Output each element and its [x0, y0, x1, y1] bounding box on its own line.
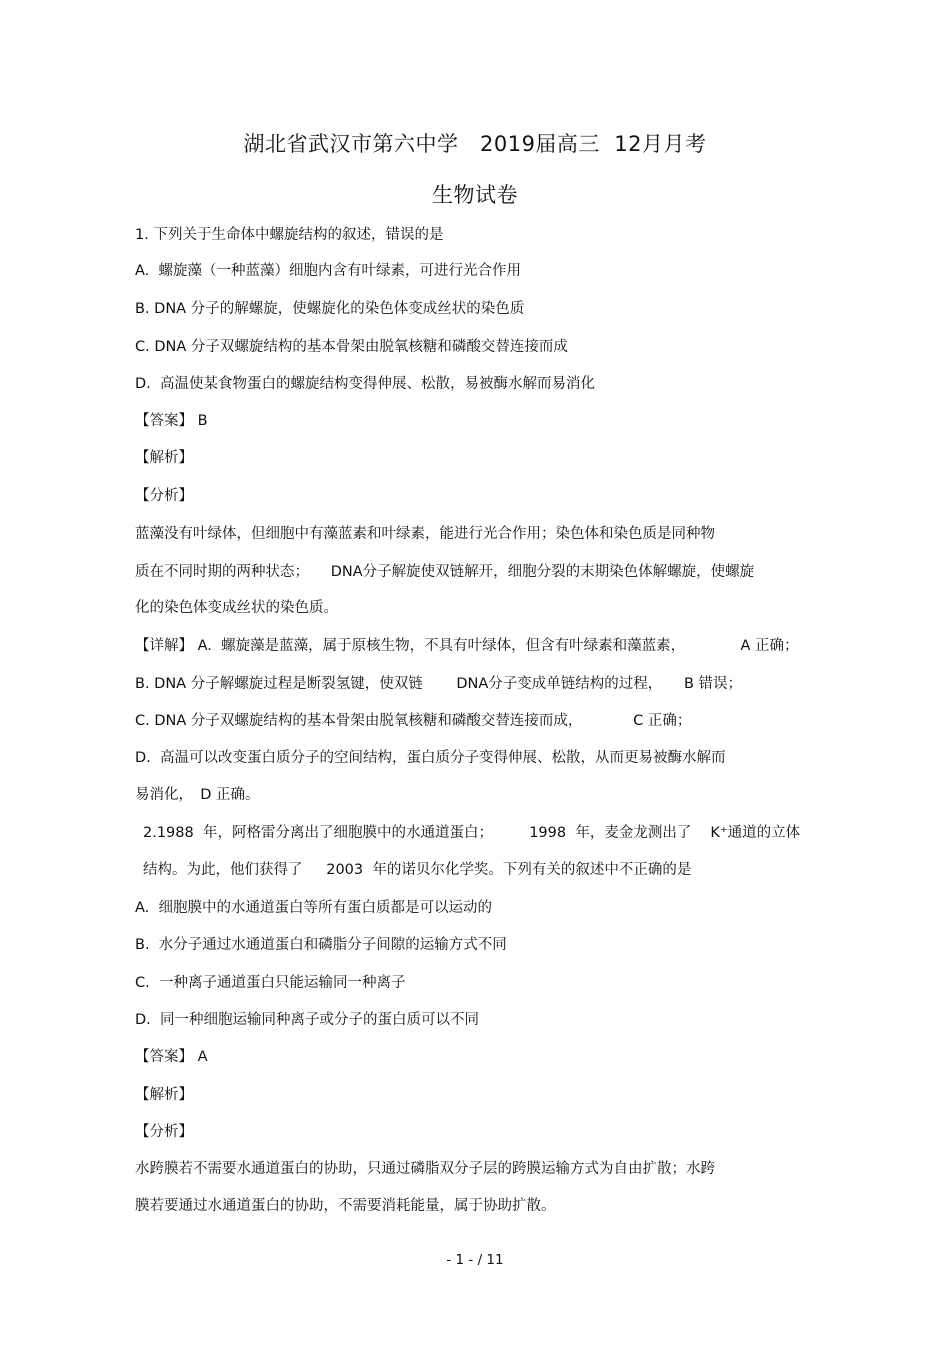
page-number: - 1 - / 11: [446, 1252, 504, 1268]
question-1-fenxi-line: 化的染色体变成丝状的染色质。: [135, 600, 338, 616]
question-1-option-a: A. 螺旋藻（一种蓝藻）细胞内含有叶绿素，可进行光合作用: [135, 263, 521, 279]
question-2-fenxi-line: 膜若要通过水通道蛋白的协助，不需要消耗能量，属于协助扩散。: [135, 1198, 556, 1214]
question-1-detail-line: 【详解】 A. 螺旋藻是蓝藻，属于原核生物，不具有叶绿体，但含有叶绿素和藻蓝素， A 正确；: [135, 638, 799, 654]
question-1-detail-line: C. DNA 分子双螺旋结构的基本骨架由脱氧核糖和磷酸交替连接而成， C 正确；: [135, 713, 692, 729]
question-1-option-b: B. DNA 分子的解螺旋，使螺旋化的染色体变成丝状的染色质: [135, 301, 525, 317]
question-2-option-b: B. 水分子通过水通道蛋白和磷脂分子间隙的运输方式不同: [135, 937, 507, 953]
question-1-answer: 【答案】 B: [135, 413, 208, 429]
question-2-stem-line: 结构。为此，他们获得了 2003 年的诺贝尔化学奖。下列有关的叙述中不正确的是: [143, 862, 692, 878]
question-1-fenxi-line: 质在不同时期的两种状态； DNA分子解旋使双链解开，细胞分裂的末期染色体解螺旋，使螺旋: [135, 564, 755, 580]
page-subtitle: 生物试卷: [432, 183, 518, 207]
question-1-fenxi-line: 蓝藻没有叶绿体，但细胞中有藻蓝素和叶绿素，能进行光合作用；染色体和染色质是同种物: [135, 526, 715, 542]
question-2-option-d: D. 同一种细胞运输同种离子或分子的蛋白质可以不同: [135, 1012, 479, 1028]
question-2-option-c: C. 一种离子通道蛋白只能运输同一种离子: [135, 975, 406, 991]
question-2-analysis-label: 【解析】: [135, 1087, 193, 1103]
page-title: 湖北省武汉市第六中学 2019届高三 12月月考: [243, 132, 707, 156]
question-1-detail-line: B. DNA 分子解螺旋过程是断裂氢键，使双链 DNA分子变成单链结构的过程， B 错误；: [135, 676, 743, 692]
question-2-fenxi-label: 【分析】: [135, 1124, 193, 1140]
question-1-stem: 1. 下列关于生命体中螺旋结构的叙述，错误的是: [135, 227, 444, 243]
question-2-option-a: A. 细胞膜中的水通道蛋白等所有蛋白质都是可以运动的: [135, 900, 492, 916]
question-1-option-c: C. DNA 分子双螺旋结构的基本骨架由脱氧核糖和磷酸交替连接而成: [135, 339, 568, 355]
question-1-detail-line: D. 高温可以改变蛋白质分子的空间结构，蛋白质分子变得伸展、松散，从而更易被酶水解而: [135, 750, 726, 766]
question-2-stem-line: 2.1988 年，阿格雷分离出了细胞膜中的水通道蛋白； 1998 年，麦金龙测出了 K⁺通道的立体: [143, 825, 801, 841]
question-2-answer: 【答案】 A: [135, 1049, 208, 1065]
question-1-option-d: D. 高温使某食物蛋白的螺旋结构变得伸展、松散，易被酶水解而易消化: [135, 376, 595, 392]
question-1-fenxi-label: 【分析】: [135, 488, 193, 504]
question-2-fenxi-line: 水跨膜若不需要水通道蛋白的协助，只通过磷脂双分子层的跨膜运输方式为自由扩散；水跨: [135, 1161, 715, 1177]
question-1-analysis-label: 【解析】: [135, 450, 193, 466]
question-1-detail-line: 易消化， D 正确。: [135, 787, 260, 803]
